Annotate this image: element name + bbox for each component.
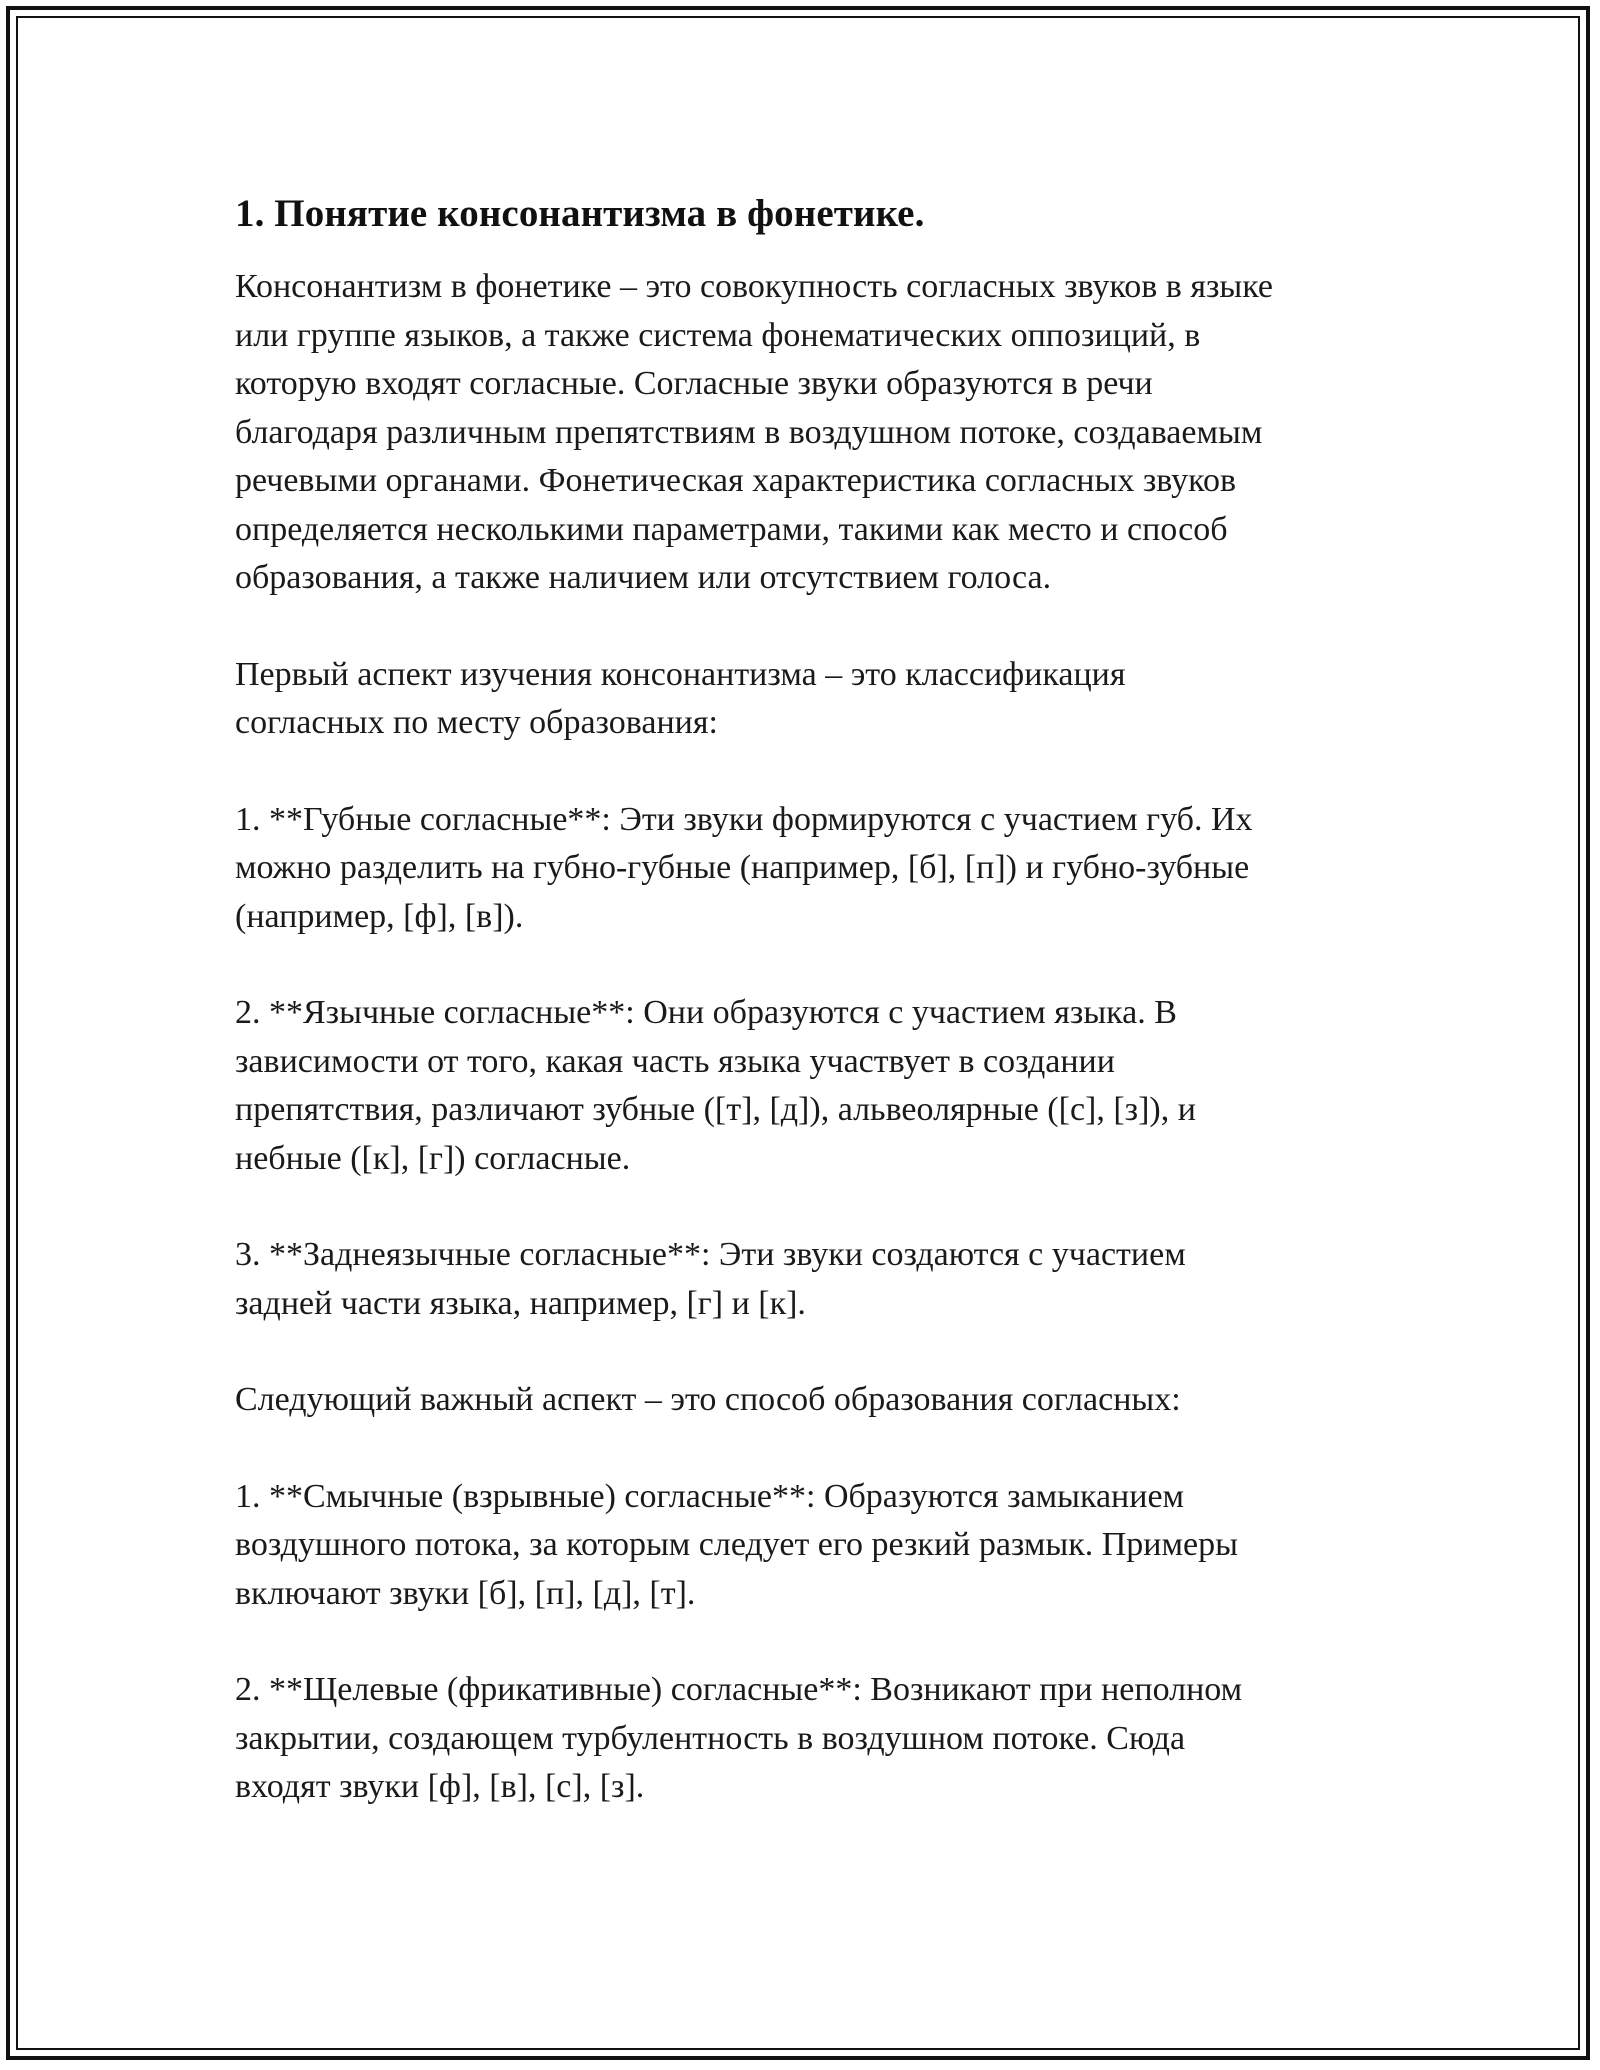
text-line: благодаря различным препятствиям в воздушном потоке, создаваемым <box>235 413 1263 451</box>
text-line: Следующий важный аспект – это способ образования согласных: <box>235 1381 1181 1418</box>
text-line: согласных по месту образования: <box>235 704 718 741</box>
text-line: задней части языка, например, [г] и [к]. <box>235 1284 806 1322</box>
text-line: небные ([к], [г]) согласные. <box>235 1139 631 1177</box>
paragraph <box>235 1666 1385 1812</box>
text-line: 2. **Язычные согласные**: Они образуются с участием языка. В <box>235 994 1177 1031</box>
section-heading: 1. Понятие консонантизма в фонетике. <box>235 192 925 235</box>
text-line: речевыми органами. Фонетическая характеристика согласных звуков <box>235 462 1236 499</box>
text-line: включают звуки [б], [п], [д], [т]. <box>235 1574 696 1612</box>
text-line: 1. **Губные согласные**: Эти звуки формируются с участием губ. Их <box>235 800 1253 838</box>
text-line: или группе языков, а также система фонематических оппозиций, в <box>235 316 1201 354</box>
paragraph-list <box>235 263 1385 1812</box>
text-line: которую входят согласные. Согласные звуки образуются в речи <box>235 365 1153 402</box>
text-line: 3. **Заднеязычные согласные**: Эти звуки создаются с участием <box>235 1236 1186 1273</box>
text-line: воздушного потока, за которым следует его резкий размык. Примеры <box>235 1526 1238 1563</box>
text-line: (например, [ф], [в]). <box>235 897 524 935</box>
paragraph <box>235 989 1385 1183</box>
paragraph <box>235 1376 1385 1425</box>
text-line: 1. **Смычные (взрывные) согласные**: Образуются замыканием <box>235 1477 1185 1515</box>
paragraph <box>235 1473 1385 1619</box>
paragraph <box>235 651 1385 748</box>
document-body <box>235 185 1385 1812</box>
text-line: препятствия, различают зубные ([т], [д]), альвеолярные ([с], [з]), и <box>235 1091 1196 1128</box>
text-line: можно разделить на губно-губные (например, [б], [п]) и губно-зубные <box>235 849 1250 886</box>
text-line: зависимости от того, какая часть языка участвует в создании <box>235 1042 1115 1080</box>
paragraph <box>235 1231 1385 1328</box>
text-line: 2. **Щелевые (фрикативные) согласные**: Возникают при неполном <box>235 1671 1243 1708</box>
text-line: определяется несколькими параметрами, такими как место и способ <box>235 510 1228 548</box>
paragraph <box>235 263 1385 603</box>
text-line: Консонантизм в фонетике – это совокупность согласных звуков в языке <box>235 268 1273 305</box>
text-line: Первый аспект изучения консонантизма – это классификация <box>235 655 1126 693</box>
paragraph <box>235 796 1385 942</box>
text-line: закрытии, создающем турбулентность в воздушном потоке. Сюда <box>235 1719 1186 1757</box>
text-line: входят звуки [ф], [в], [с], [з]. <box>235 1768 645 1805</box>
text-line: образования, а также наличием или отсутствием голоса. <box>235 559 1052 596</box>
